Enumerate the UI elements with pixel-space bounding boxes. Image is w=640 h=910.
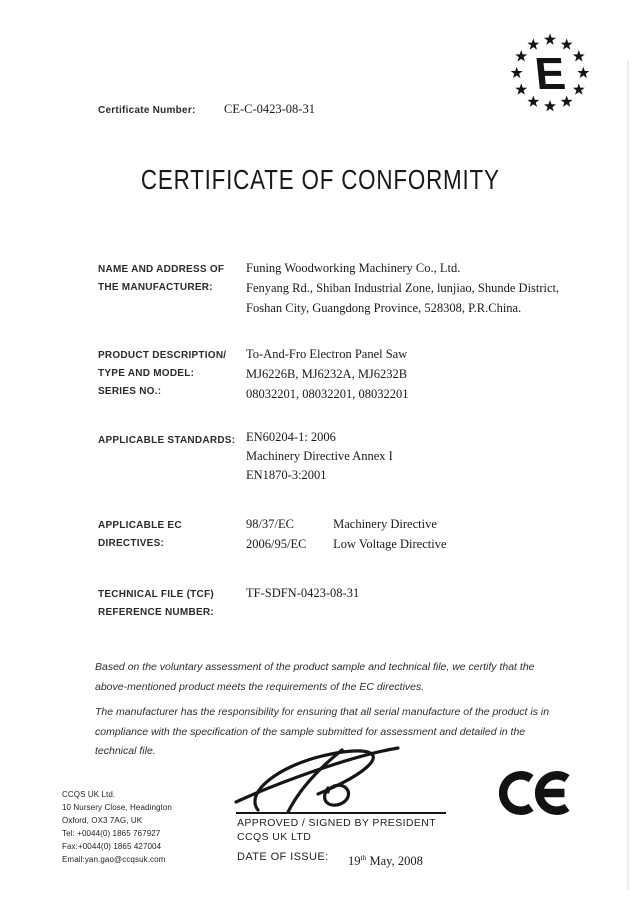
- standards-value: [246, 428, 393, 485]
- approved-by-text: APPROVED / SIGNED BY PRESIDENT: [237, 817, 437, 829]
- date-of-issue-label: DATE OF ISSUE:: [237, 851, 329, 863]
- issuer-email: Email:yan.gao@ccqsuk.com: [62, 855, 166, 864]
- statement-paragraph: Based on the voluntary assessment of the product sample and technical file, we certify that the above-mentioned product meets the requirements of the EC directives.: [95, 661, 535, 693]
- technical-file-label-line: REFERENCE NUMBER:: [98, 607, 214, 618]
- directive-row: [246, 534, 447, 554]
- product-label-line: PRODUCT DESCRIPTION/: [98, 350, 227, 361]
- issuer-address-line: Oxford, OX3 7AG, UK: [62, 816, 143, 825]
- certificate-title-wrap: [0, 164, 640, 196]
- ce-mark-icon: [499, 770, 571, 816]
- manufacturer-address-line: Fenyang Rd., Shiban Industrial Zone, lunjiao, Shunde District,: [246, 281, 560, 295]
- directives-label-line: DIRECTIVES:: [98, 538, 165, 549]
- directive-name: Machinery Directive: [333, 517, 437, 531]
- standard-line: EN1870-3:2001: [246, 468, 327, 482]
- issuer-address-line: 10 Nursery Close, Headington: [62, 803, 172, 812]
- directives-label-line: APPLICABLE EC: [98, 520, 182, 531]
- directive-code: 98/37/EC: [246, 517, 294, 531]
- signature-line: [236, 812, 446, 814]
- date-day: 19: [348, 854, 361, 869]
- manufacturer-label: [98, 261, 224, 297]
- issuer-address-block: [62, 788, 172, 866]
- euro-stars-logo: [505, 28, 595, 118]
- manufacturer-label-line: THE MANUFACTURER:: [98, 282, 213, 293]
- date-rest: May, 2008: [369, 854, 423, 869]
- directive-row: [246, 514, 447, 534]
- product-label: [98, 347, 226, 401]
- product-label-line: SERIES NO.:: [98, 386, 162, 397]
- standards-label: APPLICABLE STANDARDS:: [98, 435, 236, 446]
- directives-value: [246, 514, 447, 554]
- issuer-name: CCQS UK Ltd.: [62, 790, 116, 799]
- issuer-phone: Tel: +0044(0) 1865 767927: [62, 829, 161, 838]
- directives-label: [98, 517, 182, 553]
- technical-file-label-line: TECHNICAL FILE (TCF): [98, 589, 214, 600]
- directive-code: 2006/95/EC: [246, 537, 307, 551]
- product-description: To-And-Fro Electron Panel Saw: [246, 347, 408, 361]
- statement-paragraph: The manufacturer has the responsibility for ensuring that all serial manufacture of the product is in compliance with the specification of the sample submitted for assessment and detailed in the technical file.: [95, 706, 550, 757]
- product-value: [246, 344, 409, 404]
- product-series: 08032201, 08032201, 08032201: [246, 387, 409, 401]
- manufacturer-name: Funing Woodworking Machinery Co., Ltd.: [246, 261, 461, 275]
- technical-file-value: TF-SDFN-0423-08-31: [246, 586, 360, 600]
- manufacturer-label-line: NAME AND ADDRESS OF: [98, 264, 225, 275]
- standard-line: Machinery Directive Annex I: [246, 449, 393, 463]
- signature-icon: [230, 744, 405, 814]
- directive-name: Low Voltage Directive: [333, 537, 447, 551]
- product-models: MJ6226B, MJ6232A, MJ6232B: [246, 367, 408, 381]
- scan-edge-line: [627, 60, 629, 890]
- technical-file-label: [98, 586, 214, 622]
- date-of-issue-value: [348, 848, 423, 871]
- standard-line: EN60204-1: 2006: [246, 430, 336, 444]
- certificate-number-label: Certificate Number:: [98, 105, 196, 116]
- certificate-title: CERTIFICATE OF CONFORMITY: [140, 164, 500, 195]
- issuer-fax: Fax:+0044(0) 1865 427004: [62, 842, 162, 851]
- certificate-number-value: CE-C-0423-08-31: [224, 102, 315, 116]
- manufacturer-address-line: Foshan City, Guangdong Province, 528308, P.R.China.: [246, 301, 522, 315]
- manufacturer-value: [246, 258, 559, 318]
- euro-logo-letter: E: [532, 48, 568, 100]
- date-ordinal: th: [360, 853, 367, 862]
- signing-company-text: CCQS UK LTD: [237, 831, 312, 843]
- product-label-line: TYPE AND MODEL:: [98, 368, 195, 379]
